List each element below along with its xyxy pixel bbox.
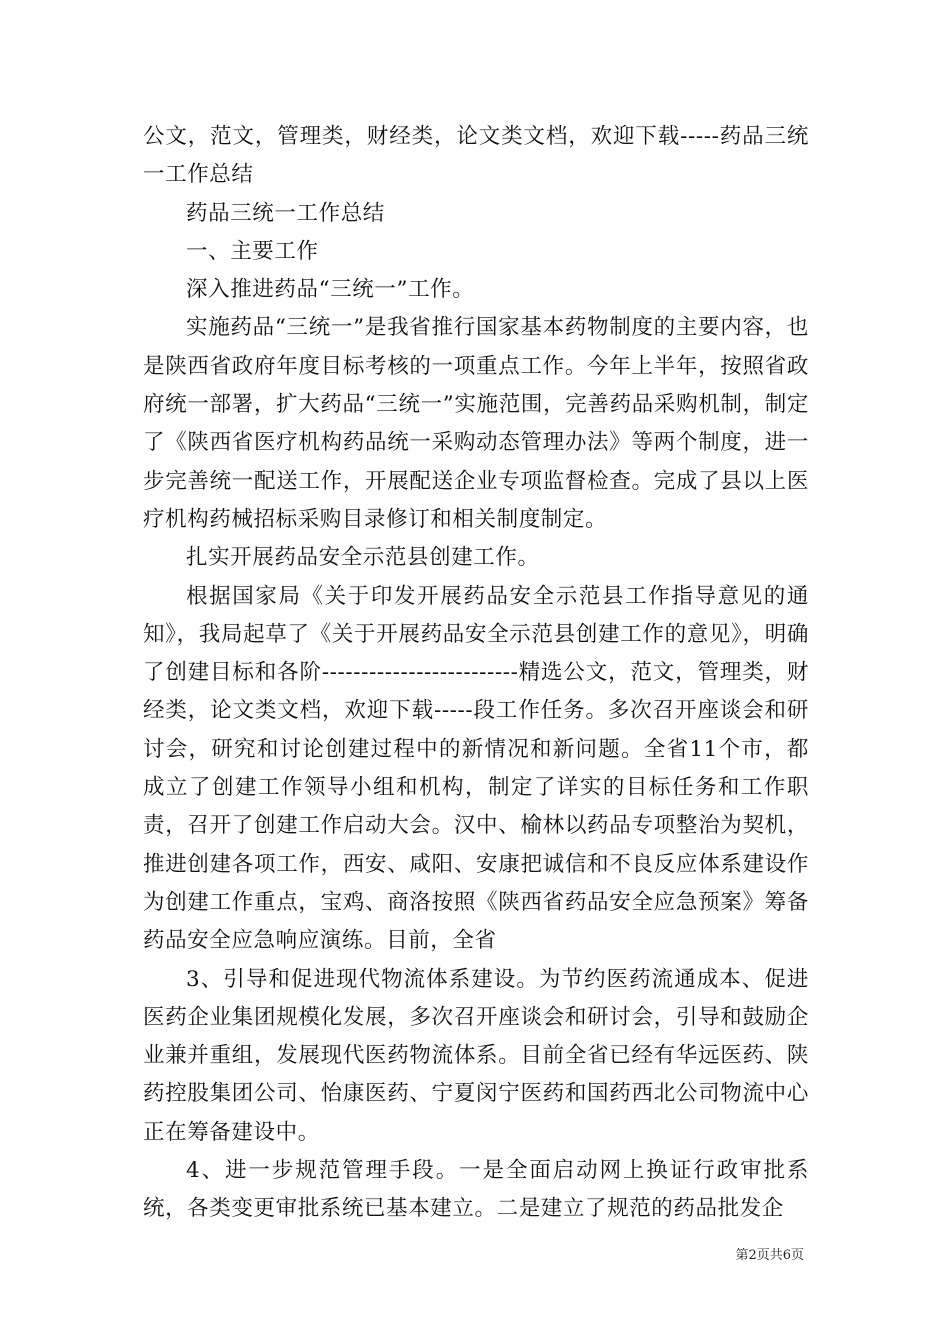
page-number: 第2页共6页 xyxy=(735,1248,804,1263)
item-4-paragraph: 4、进一步规范管理手段。一是全面启动网上换证行政审批系统，各类变更审批系统已基本建立。二是建立了规范的药品批发企 xyxy=(143,1158,809,1222)
document-title: 药品三统一工作总结 xyxy=(186,200,385,226)
item-1-heading: 深入推进药品“三统一”工作。 xyxy=(186,277,475,303)
section-heading: 一、主要工作 xyxy=(186,238,319,264)
item-2-paragraph: 根据国家局《关于印发开展药品安全示范县工作指导意见的通知》，我局起草了《关于开展药品安全示范县创建工作的意见》，明确了创建目标和各阶-------------------------精选公文，范文，管理类，财经类，论文类文档，欢迎下载-----段工作任务。多次召开座谈会和研讨会，研究和讨论创建过程中的新情况和新问题。全省11个市，都成立了创建工作领导小组和机构，制定了详实的目标任务和工作职责，召开了创建工作启动大会。汉中、榆林以药品专项整治为契机，推进创建各项工作，西安、咸阳、安康把诚信和不良反应体系建设作为创建工作重点，宝鸡、商洛按照《陕西省药品安全应急预案》筹备药品安全应急响应演练。目前，全省 xyxy=(143,583,809,954)
item-2-heading: 扎实开展药品安全示范县创建工作。 xyxy=(186,545,540,571)
item-1-paragraph: 实施药品“三统一”是我省推行国家基本药物制度的主要内容，也是陕西省政府年度目标考核的一项重点工作。今年上半年，按照省政府统一部署，扩大药品“三统一”实施范围，完善药品采购机制，制定了《陕西省医疗机构药品统一采购动态管理办法》等两个制度，进一步完善统一配送工作，开展配送企业专项监督检查。完成了县以上医疗机构药械招标采购目录修订和相关制度制定。 xyxy=(143,315,809,532)
header-line: 公文，范文，管理类，财经类，论文类文档，欢迎下载-----药品三统一工作总结 xyxy=(143,124,809,188)
item-3-paragraph: 3、引导和促进现代物流体系建设。为节约医药流通成本、促进医药企业集团规模化发展，多次召开座谈会和研讨会，引导和鼓励企业兼并重组，发展现代医药物流体系。目前全省已经有华远医药、陕药控股集团公司、怡康医药、宁夏闵宁医药和国药西北公司物流中心正在筹备建设中。 xyxy=(143,966,809,1145)
document-body xyxy=(143,118,809,1229)
